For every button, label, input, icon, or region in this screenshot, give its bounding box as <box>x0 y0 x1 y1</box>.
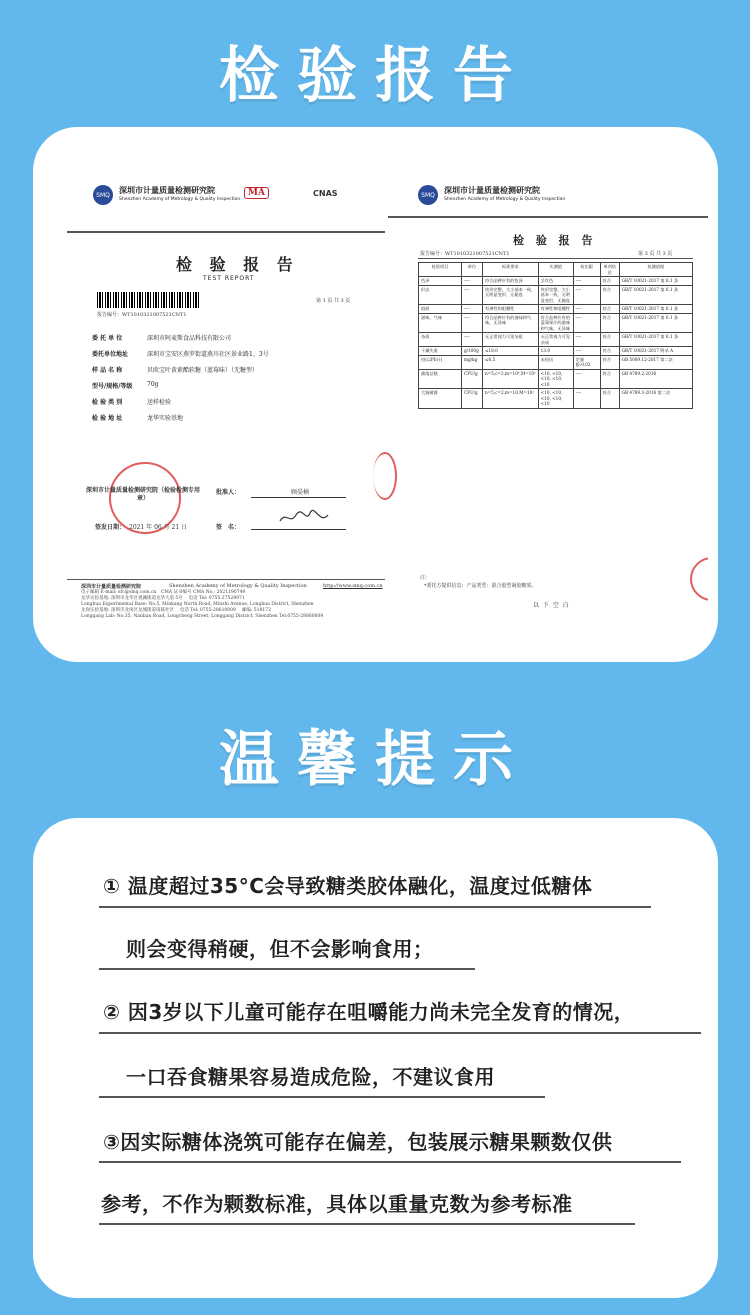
cnas-mark-icon: CNAS <box>313 189 338 198</box>
institute-name-cn: 深圳市计量质量检测研究院 <box>119 186 215 195</box>
approver-line <box>251 497 346 498</box>
footer-org: 深圳市计量质量检测研究院 <box>81 584 142 590</box>
table-row: 菌落总数 CFU/g n=5,c=2,m=10⁴,M=10⁵ <10, <10, <10, <10, <10 ---- 符合 GB 4789.2-2016 <box>419 369 693 389</box>
tip-3-line-2: 参考，不作为颗数标准，具体以重量克数为参考标准 <box>101 1192 573 1216</box>
end-of-report: 以 下 空 白 <box>533 602 570 609</box>
tip-1-line-2: 则会变得稍硬，但不会影响食用； <box>126 937 434 961</box>
table-row: 干燥失重 g/100g ≤18.0 13.0 ---- 符合 GB/T 10021-2017 附录 A <box>419 347 693 356</box>
report-card <box>33 127 718 662</box>
field-row: 样 品 名 称 贝欧宝叶黄素酯软糖（蓝莓味）（无糖型） <box>92 367 259 374</box>
header-divider <box>388 216 708 218</box>
table-top-rule <box>418 258 693 259</box>
table-header-row: 检验项目 单位 标准要求 实测值 检出限 单项结论 检测依据 <box>419 263 693 277</box>
tips-heading: 温馨提示 <box>219 725 531 795</box>
approver-label: 批准人： <box>216 489 241 496</box>
institute-logo <box>93 185 240 205</box>
table-row: 滋味、气味 ---- 符合品种应有的滋味和气味，无异味 符合品种应有的蓝莓果汁的滋味和气味，无异味 ---- 符合 GB/T 10021-2017 第 6.1 条 <box>419 313 693 333</box>
page-seal-icon <box>690 557 708 601</box>
table-row: 形态 ---- 块形完整，大小基本一致，无明显变形，无黏连 块形完整，大小基本一致，无明显变形，无黏连 ---- 符合 GB/T 10021-2017 第 6.1 条 <box>419 285 693 305</box>
tip-underline <box>99 1096 545 1098</box>
header-divider <box>67 231 385 233</box>
table-row: 杂质 ---- 无正常视力可见杂质 无正常视力可见杂质 ---- 符合 GB/T 10021-2017 第 6.1 条 <box>419 333 693 347</box>
report-title: 检 验 报 告 <box>513 234 597 247</box>
field-row: 委托单位地址 深圳市宝安区燕罗街道燕川社区景业路1、3号 <box>92 351 269 358</box>
issue-date-label: 签发日期： <box>95 524 126 531</box>
report-heading: 检验报告 <box>219 41 531 111</box>
tip-underline <box>99 1161 681 1163</box>
report-number: 报告编号：WT1010321007521CNT1 <box>420 251 510 257</box>
report-page-3 <box>388 172 708 642</box>
page-number: 第 1 页 共 3 页 <box>316 298 351 304</box>
report-page-1 <box>61 167 391 627</box>
report-number: 报告编号：WT1010321007521CNT1 <box>97 312 187 318</box>
tip-underline <box>99 1032 701 1034</box>
table-row: 组织 ---- 有弹性和咀嚼性 有弹性和咀嚼性 ---- 符合 GB/T 10021-2017 第 6.1 条 <box>419 305 693 314</box>
smq-logo-icon: SMQ <box>418 185 438 205</box>
institute-name-en: Shenzhen Academy of Metrology & Quality Inspection <box>119 197 241 202</box>
footer-divider <box>67 579 385 580</box>
footer-org-en: Shenzhen Academy of Metrology & Quality Inspection <box>169 583 307 589</box>
tip-underline <box>99 1223 635 1225</box>
tip-3-line-1: ③因实际糖体浇筑可能存在偏差，包装展示糖果颗数仅供 <box>103 1130 613 1154</box>
report-subtitle: TEST REPORT <box>203 275 255 282</box>
tip-2-line-1: ② 因3岁以下儿童可能存在咀嚼能力尚未完全发育的情况， <box>103 1000 635 1024</box>
field-row: 检 验 类 别 送样检验 <box>92 399 172 406</box>
signature-label: 签 名： <box>216 524 241 531</box>
table-row: 铅(以Pb计) mg/kg ≤0.5 未检出 定量限:0.02 符合 GB 5009.12-2017 第二法 <box>419 355 693 369</box>
page-number: 第 3 页 共 3 页 <box>638 251 673 257</box>
tips-card <box>33 818 718 1298</box>
signature-icon <box>276 507 336 529</box>
table-row: 色泽 ---- 符合品种应有的色泽 呈红色 ---- 符合 GB/T 10021-2017 第 6.1 条 <box>419 277 693 286</box>
notes-text: *委托方提供信息：产品类型：混合胶型凝胶糖果。 <box>424 583 537 589</box>
tip-underline <box>99 906 651 908</box>
ma-mark-icon: MA <box>244 187 269 199</box>
table-row: 大肠菌群 CFU/g n=5,c=2,m=10,M=10² <10, <10, <10, <10, <10 ---- 符合 GB 4789.3-2016 第二法 <box>419 389 693 409</box>
issue-date: 2021 年 06 月 21 日 <box>129 524 188 531</box>
tip-2-line-2: 一口吞食糖果容易造成危险，不建议食用 <box>126 1065 495 1089</box>
field-row: 委 托 单 位 深圳市阿麦斯食品科技有限公司 <box>92 335 232 342</box>
report-title: 检 验 报 告 <box>176 255 299 274</box>
tip-1-line-1: ① 温度超过35°C会导致糖类胶体融化，温度过低糖体 <box>103 874 593 898</box>
institute-logo <box>418 185 565 205</box>
notes-label: 注： <box>420 575 431 581</box>
results-table <box>418 262 693 409</box>
institute-name-cn: 深圳市计量质量检测研究院 <box>444 186 540 195</box>
barcode-icon <box>97 292 201 308</box>
field-row: 检 验 地 址 龙华实验基地 <box>92 415 184 422</box>
field-row: 型号/规格/等级 70g <box>92 381 159 390</box>
institute-name-en: Shenzhen Academy of Metrology & Quality Inspection <box>444 197 566 202</box>
footer-url: http://www.smq.com.cn <box>323 583 383 589</box>
smq-logo-icon: SMQ <box>93 185 113 205</box>
stamp-caption: 深圳市计量质量检测研究院（检验检测专用章） <box>85 487 200 502</box>
tip-underline <box>99 968 475 970</box>
seam-seal-icon <box>373 452 397 500</box>
approver-name: 顾晏楠 <box>291 489 310 496</box>
footer-contacts: 电子邮箱 E-mail: sfc@smq.com.cn CMA 证书编号 CMA No.: 2021190749 龙华实验基地: 深圳市龙华区观澜街道龙华大道 5号 电话 Tel: 0755-27528971 Longhua Experimental Base: No.5, Minkang North Road, Minzhi Avenue, Longhua District, Shenzhen 龙岗实验基地: 深圳市龙岗区龙城街道南联社区 电话 Tel: 0755-28610009 邮编: 518172 Longgang Lab: No.35, Nanlian Road, Longcheng Street, Longgang District, Shenzhen Tel:0755-28860609 <box>81 590 324 619</box>
signature-line <box>251 529 346 530</box>
